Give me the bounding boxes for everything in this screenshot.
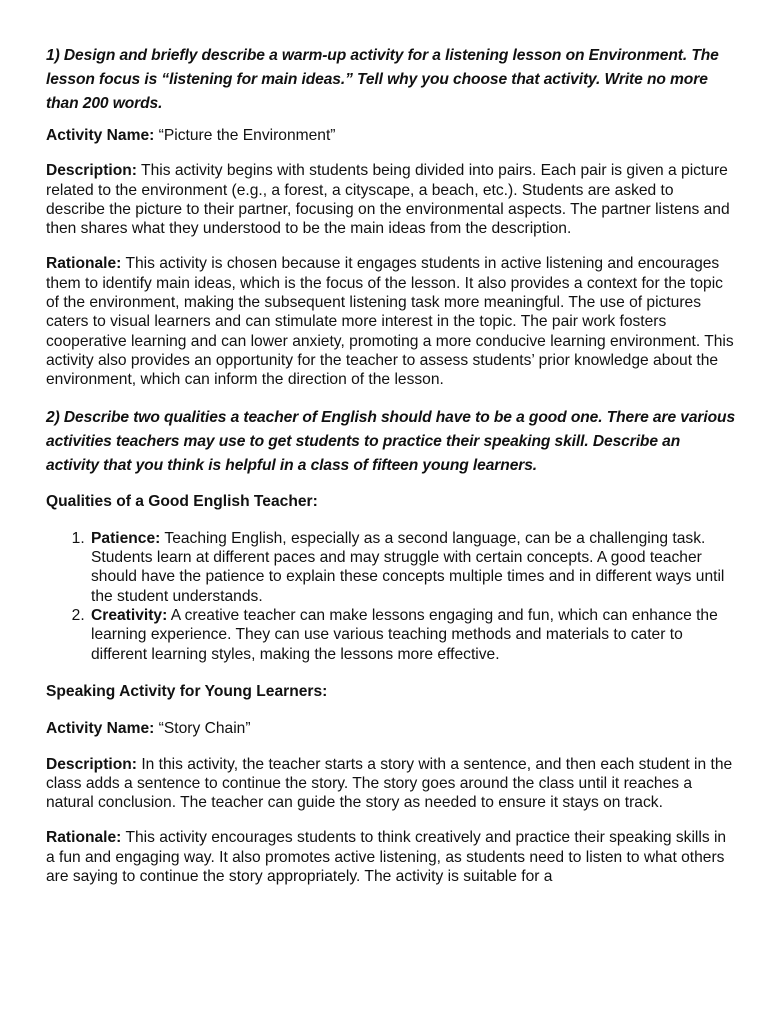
quality-label: Creativity:: [91, 607, 168, 625]
question-1: 1) Design and briefly describe a warm-up activity for a listening lesson on Environment. The lesson focus is “listening for main ideas.” Tell why you choose that activity. Write no more than 200 words.: [46, 47, 719, 112]
description-text: In this activity, the teacher starts a story with a sentence, and then each student in the class adds a sentence to continue the story. The story goes around the class until it reaches a natural conclusion. The teacher can guide the story as needed to ensure it stays on track.: [46, 755, 733, 812]
speaking-activity-heading: Speaking Activity for Young Learners:: [46, 682, 328, 700]
activity-name-value: “Picture the Environment”: [158, 127, 336, 144]
description-label: Description:: [46, 162, 137, 180]
rationale-text: This activity is chosen because it engages students in active listening and encourages them to identify main ideas, which is the focus of the lesson. It also provides a context for the topic of the environment, making the subsequent listening task more meaningful. The use of pictures caters to visual learners and can stimulate more interest in the topic. The pair work fosters cooperative learning and can lower anxiety, promoting a more conducive learning environment. This activity also provides an opportunity for the teacher to assess students’ prior knowledge about the environment, which can inform the direction of the lesson.: [46, 255, 734, 389]
list-item: [89, 529, 736, 606]
rationale-label: Rationale:: [46, 255, 122, 273]
rationale-label: Rationale:: [46, 829, 122, 847]
question-2: 2) Describe two qualities a teacher of English should have to be a good one. There are various activities teachers may use to get students to practice their speaking skill. Describe an activity that you think is helpful in a class of fifteen young learners.: [46, 408, 736, 474]
quality-label: Patience:: [91, 529, 161, 547]
activity-name-2: [46, 719, 736, 738]
activity-name-value: “Story Chain”: [158, 720, 251, 738]
activity-name-1: [46, 126, 736, 145]
description-2: [46, 755, 736, 813]
document-page: [46, 44, 736, 902]
description-text: This activity begins with students being divided into pairs. Each pair is given a picture related to the environment (e.g., a forest, a cityscape, a beach, etc.). Students are asked to describe the picture to their partner, focusing on the environmental aspects. The partner listens and then shares what they understood to be the main ideas from the description.: [46, 162, 730, 238]
rationale-2: [46, 828, 736, 886]
quality-text: Teaching English, especially as a second language, can be a challenging task. Students learn at different paces and may struggle with certain concepts. A good teacher should have the patience to explain these concepts multiple times and in different ways until the student understands.: [91, 529, 725, 605]
activity-name-label: Activity Name:: [46, 720, 155, 738]
quality-text: A creative teacher can make lessons engaging and fun, which can enhance the learning experience. They can use various teaching methods and materials to cater to different learning styles, making the lessons more effective.: [91, 607, 718, 663]
description-1: [46, 161, 736, 238]
rationale-text: This activity encourages students to think creatively and practice their speaking skills in a fun and engaging way. It also promotes active listening, as students need to listen to what others are saying to continue the story appropriately. The activity is suitable for a: [46, 829, 727, 886]
list-item: [89, 606, 736, 664]
rationale-1: [46, 254, 736, 389]
qualities-list: [46, 529, 736, 664]
description-label: Description:: [46, 755, 137, 773]
activity-name-label: Activity Name:: [46, 127, 155, 144]
qualities-heading: Qualities of a Good English Teacher:: [46, 492, 318, 510]
